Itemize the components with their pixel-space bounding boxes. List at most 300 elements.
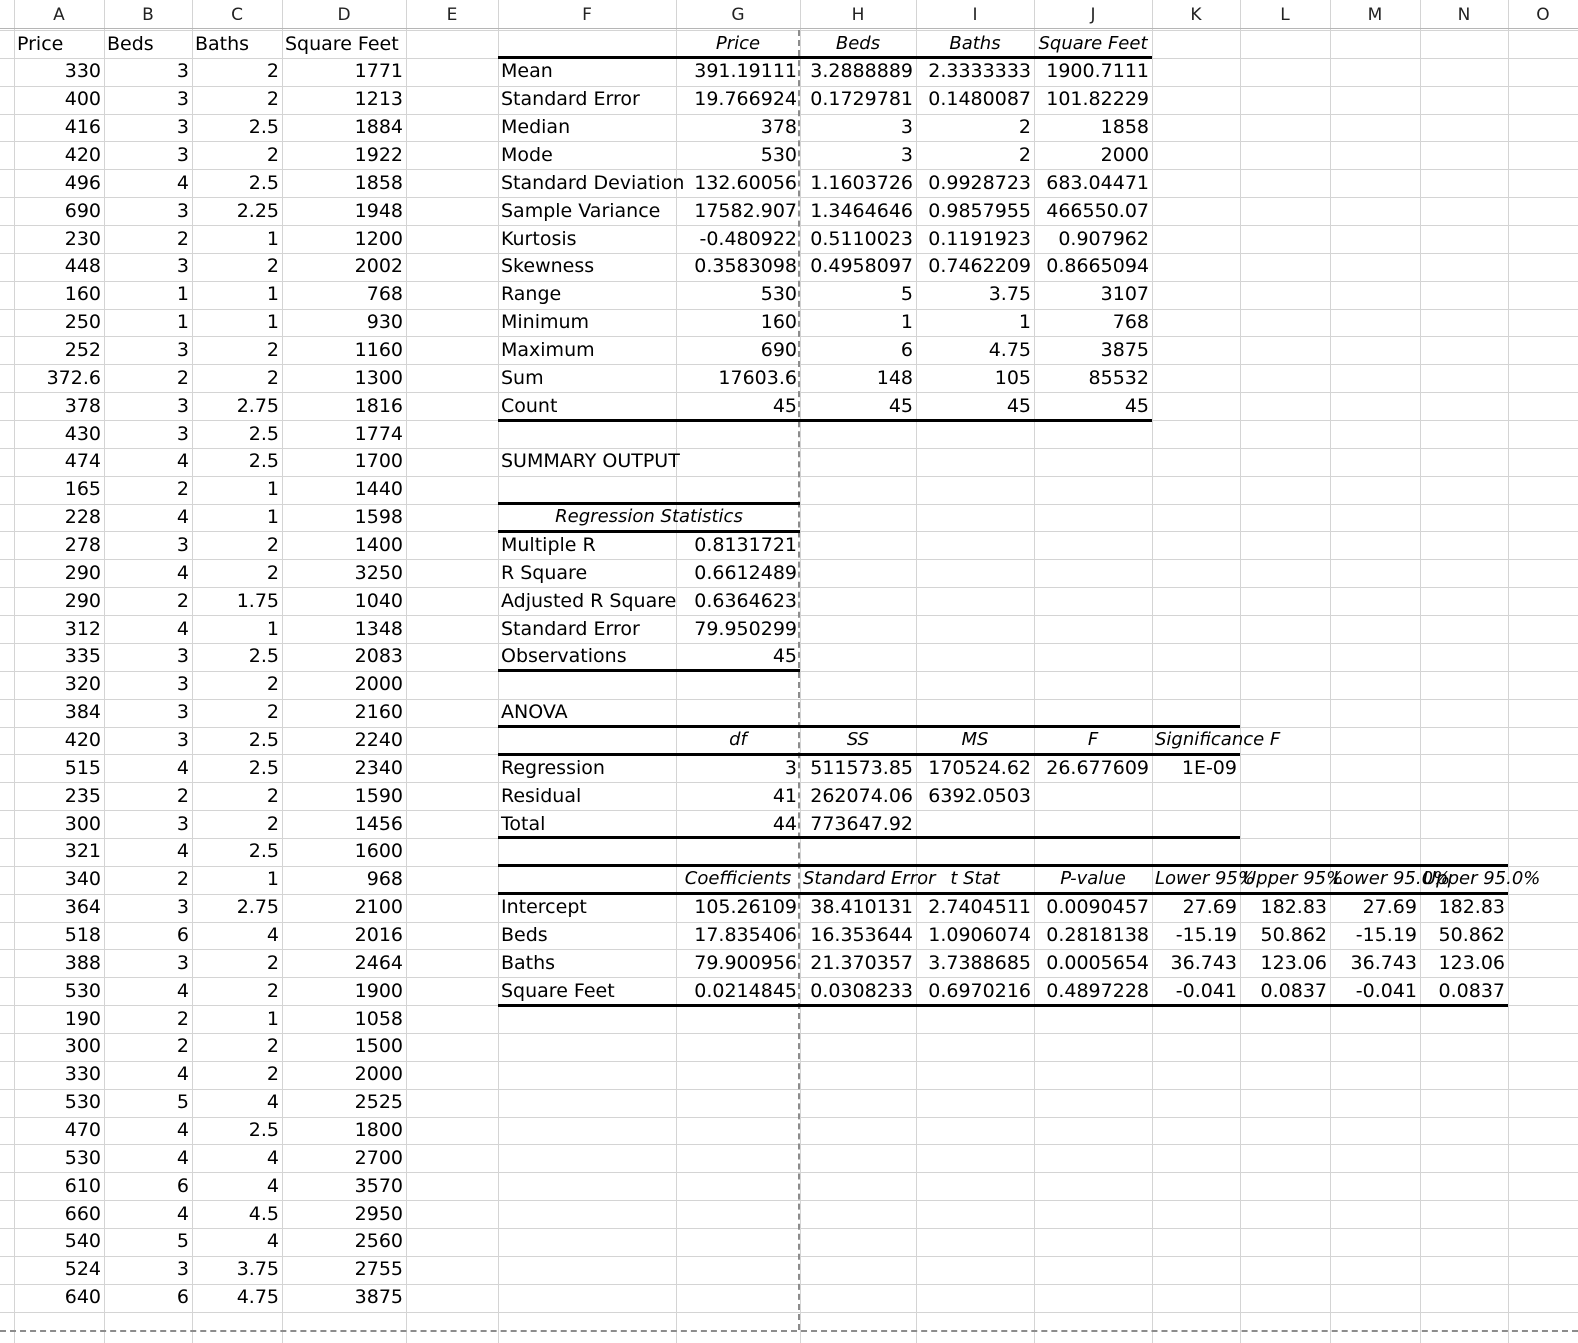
data-cell[interactable]: 230 — [64, 227, 101, 250]
data-cell[interactable]: 2 — [266, 143, 279, 166]
stat-value[interactable]: 530 — [760, 143, 797, 166]
data-cell[interactable]: 2.5 — [248, 450, 279, 473]
data-cell[interactable]: 2.5 — [248, 171, 279, 194]
data-cell[interactable]: 3 — [176, 143, 189, 166]
stat-value[interactable]: 2.3333333 — [928, 60, 1031, 83]
data-cell[interactable]: 530 — [64, 1091, 101, 1114]
data-cell[interactable]: 3 — [176, 896, 189, 919]
column-header-a[interactable]: A — [53, 5, 65, 25]
stat-value[interactable]: 1900.7111 — [1046, 60, 1149, 83]
anova-column-header[interactable]: df — [729, 729, 747, 750]
data-cell[interactable]: 4 — [176, 1146, 189, 1169]
data-cell[interactable]: 6 — [176, 1174, 189, 1197]
data-cell[interactable]: 228 — [64, 506, 101, 529]
data-cell[interactable]: 250 — [64, 311, 101, 334]
stat-label[interactable]: Standard Deviation — [501, 171, 685, 194]
data-cell[interactable]: 2 — [176, 478, 189, 501]
data-cell[interactable]: 1884 — [354, 116, 403, 139]
data-cell[interactable]: 2 — [266, 338, 279, 361]
data-column-header[interactable]: Baths — [195, 32, 250, 55]
coef-column-header[interactable]: P-value — [1060, 868, 1126, 890]
data-cell[interactable]: 2.5 — [248, 756, 279, 779]
data-cell[interactable]: 1.75 — [236, 589, 279, 612]
data-cell[interactable]: 515 — [64, 756, 101, 779]
coef-value[interactable]: 0.0837 — [1260, 979, 1327, 1002]
data-cell[interactable]: 2 — [266, 88, 279, 111]
data-cell[interactable]: 1858 — [354, 171, 403, 194]
data-cell[interactable]: 1500 — [354, 1035, 403, 1058]
data-cell[interactable]: 610 — [64, 1174, 101, 1197]
data-cell[interactable]: 2000 — [354, 673, 403, 696]
stats-column-header[interactable]: Beds — [835, 32, 881, 54]
stat-label[interactable]: Range — [501, 283, 562, 306]
data-cell[interactable]: 2 — [266, 812, 279, 835]
data-cell[interactable]: 518 — [64, 924, 101, 947]
coef-column-header[interactable]: Coefficients — [684, 868, 792, 890]
data-cell[interactable]: 3 — [176, 673, 189, 696]
data-cell[interactable]: 420 — [64, 729, 101, 751]
data-cell[interactable]: 2 — [266, 1035, 279, 1058]
stat-value[interactable]: 2 — [1018, 116, 1031, 139]
data-cell[interactable]: 252 — [64, 338, 101, 361]
data-cell[interactable]: 1900 — [354, 979, 403, 1002]
anova-value[interactable]: 511573.85 — [810, 756, 913, 779]
data-cell[interactable]: 2 — [266, 1063, 279, 1086]
stat-label[interactable]: Mode — [501, 143, 553, 166]
anova-row-label[interactable]: Residual — [501, 784, 582, 807]
stat-value[interactable]: 0.8665094 — [1046, 255, 1149, 278]
data-cell[interactable]: 2.75 — [236, 896, 279, 919]
data-cell[interactable]: 3.75 — [236, 1258, 279, 1281]
stat-label[interactable]: Standard Error — [501, 88, 640, 111]
data-cell[interactable]: 2 — [266, 561, 279, 584]
stat-value[interactable]: 3 — [900, 143, 913, 166]
stat-value[interactable]: 45 — [888, 394, 913, 417]
data-cell[interactable]: 2 — [266, 255, 279, 278]
data-cell[interactable]: 540 — [64, 1230, 101, 1253]
stat-value[interactable]: 105 — [994, 366, 1031, 389]
stat-value[interactable]: 3875 — [1100, 338, 1149, 361]
stat-label[interactable]: Sample Variance — [501, 199, 661, 222]
column-header-e[interactable]: E — [446, 5, 458, 25]
stat-value[interactable]: 0.9857955 — [928, 199, 1031, 222]
data-cell[interactable]: 690 — [64, 199, 101, 222]
data-cell[interactable]: 4 — [176, 840, 189, 863]
data-cell[interactable]: 3 — [176, 60, 189, 83]
data-cell[interactable]: 4 — [176, 979, 189, 1002]
data-cell[interactable]: 6 — [176, 1286, 189, 1309]
data-cell[interactable]: 372.6 — [46, 366, 101, 389]
data-cell[interactable]: 2 — [266, 979, 279, 1002]
stats-column-header[interactable]: Price — [715, 32, 761, 54]
data-cell[interactable]: 2016 — [354, 924, 403, 947]
stats-column-header[interactable]: Square Feet — [1038, 32, 1148, 54]
anova-row-label[interactable]: Total — [501, 812, 546, 835]
data-cell[interactable]: 4 — [176, 1063, 189, 1086]
coef-value[interactable]: 182.83 — [1438, 896, 1505, 919]
data-cell[interactable]: 3 — [176, 812, 189, 835]
data-column-header[interactable]: Square Feet — [285, 32, 399, 55]
data-cell[interactable]: 1400 — [354, 533, 403, 556]
anova-value[interactable]: 3 — [784, 756, 797, 779]
data-cell[interactable]: 2 — [176, 227, 189, 250]
data-cell[interactable]: 4.5 — [248, 1202, 279, 1225]
data-cell[interactable]: 3 — [176, 729, 189, 751]
coef-column-header[interactable]: Standard Error — [803, 868, 936, 890]
data-cell[interactable]: 3 — [176, 1258, 189, 1281]
data-cell[interactable]: 3 — [176, 255, 189, 278]
data-cell[interactable]: 660 — [64, 1202, 101, 1225]
regstat-label[interactable]: Standard Error — [501, 617, 640, 640]
data-cell[interactable]: 1948 — [354, 199, 403, 222]
data-cell[interactable]: 470 — [64, 1119, 101, 1142]
stat-value[interactable]: 0.5110023 — [810, 227, 913, 250]
data-cell[interactable]: 640 — [64, 1286, 101, 1309]
data-cell[interactable]: 2.75 — [236, 394, 279, 417]
data-cell[interactable]: 2000 — [354, 1063, 403, 1086]
data-cell[interactable]: 1774 — [354, 422, 403, 445]
data-cell[interactable]: 1600 — [354, 840, 403, 863]
data-cell[interactable]: 2755 — [354, 1258, 403, 1281]
stat-value[interactable]: 17582.907 — [694, 199, 797, 222]
coef-value[interactable]: 123.06 — [1260, 951, 1327, 974]
coef-column-header[interactable]: Upper 95% — [1243, 868, 1344, 890]
data-cell[interactable]: 524 — [64, 1258, 101, 1281]
data-cell[interactable]: 4 — [266, 1174, 279, 1197]
data-cell[interactable]: 5 — [176, 1091, 189, 1114]
data-cell[interactable]: 2.25 — [236, 199, 279, 222]
stat-value[interactable]: 466550.07 — [1046, 199, 1149, 222]
stat-value[interactable]: 4.75 — [988, 338, 1031, 361]
data-cell[interactable]: 2002 — [354, 255, 403, 278]
data-cell[interactable]: 2240 — [354, 729, 403, 751]
data-cell[interactable]: 2 — [176, 1035, 189, 1058]
stat-value[interactable]: 0.4958097 — [810, 255, 913, 278]
column-header-k[interactable]: K — [1190, 5, 1202, 25]
data-column-header[interactable]: Price — [17, 32, 64, 55]
data-cell[interactable]: 2340 — [354, 756, 403, 779]
data-cell[interactable]: 2.5 — [248, 116, 279, 139]
data-cell[interactable]: 530 — [64, 979, 101, 1002]
stat-value[interactable]: 45 — [1124, 394, 1149, 417]
stat-value[interactable]: 0.9928723 — [928, 171, 1031, 194]
data-cell[interactable]: 930 — [366, 311, 403, 334]
coef-value[interactable]: 16.353644 — [810, 924, 913, 947]
data-cell[interactable]: 2 — [266, 701, 279, 724]
data-cell[interactable]: 388 — [64, 951, 101, 974]
stat-value[interactable]: -0.480922 — [699, 227, 797, 250]
column-header-d[interactable]: D — [337, 5, 351, 25]
anova-column-header[interactable]: Significance F — [1155, 729, 1281, 750]
regstat-value[interactable]: 0.6364623 — [694, 589, 797, 612]
data-cell[interactable]: 474 — [64, 450, 101, 473]
data-cell[interactable]: 290 — [64, 589, 101, 612]
data-cell[interactable]: 1922 — [354, 143, 403, 166]
column-header-l[interactable]: L — [1280, 5, 1290, 25]
data-cell[interactable]: 4 — [176, 756, 189, 779]
coef-value[interactable]: 182.83 — [1260, 896, 1327, 919]
data-cell[interactable]: 335 — [64, 645, 101, 668]
stat-value[interactable]: 1858 — [1100, 116, 1149, 139]
coef-value[interactable]: 0.0837 — [1438, 979, 1505, 1002]
data-cell[interactable]: 416 — [64, 116, 101, 139]
data-cell[interactable]: 300 — [64, 1035, 101, 1058]
coef-value[interactable]: 0.0308233 — [810, 979, 913, 1002]
anova-value[interactable] — [1152, 811, 1240, 837]
stat-value[interactable]: 3.75 — [988, 283, 1031, 306]
coef-value[interactable]: 0.0214845 — [694, 979, 797, 1002]
data-cell[interactable]: 1058 — [354, 1007, 403, 1030]
data-cell[interactable]: 3 — [176, 645, 189, 668]
coef-value[interactable]: 2.7404511 — [928, 896, 1031, 919]
data-cell[interactable]: 290 — [64, 561, 101, 584]
data-cell[interactable]: 2 — [176, 366, 189, 389]
data-cell[interactable]: 3570 — [354, 1174, 403, 1197]
data-cell[interactable]: 2 — [266, 673, 279, 696]
data-cell[interactable]: 2.5 — [248, 840, 279, 863]
anova-value[interactable] — [916, 811, 1034, 837]
stat-value[interactable]: 690 — [760, 338, 797, 361]
stat-value[interactable]: 530 — [760, 283, 797, 306]
coef-row-label[interactable]: Beds — [501, 924, 548, 947]
coef-value[interactable]: 123.06 — [1438, 951, 1505, 974]
coef-value[interactable]: 0.6970216 — [928, 979, 1031, 1002]
data-cell[interactable]: 2083 — [354, 645, 403, 668]
column-header-c[interactable]: C — [231, 5, 243, 25]
coef-value[interactable]: 105.26109 — [694, 896, 797, 919]
anova-column-header[interactable]: F — [1087, 729, 1099, 750]
regstat-value[interactable]: 0.6612489 — [694, 561, 797, 584]
regstat-label[interactable]: Observations — [501, 645, 627, 668]
data-cell[interactable]: 1771 — [354, 60, 403, 83]
coef-value[interactable]: 1.0906074 — [928, 924, 1031, 947]
data-cell[interactable]: 160 — [64, 283, 101, 306]
data-cell[interactable]: 4 — [176, 1119, 189, 1142]
stat-value[interactable]: 0.3583098 — [694, 255, 797, 278]
anova-value[interactable]: 6392.0503 — [928, 784, 1031, 807]
data-cell[interactable]: 530 — [64, 1146, 101, 1169]
data-cell[interactable]: 420 — [64, 143, 101, 166]
data-cell[interactable]: 2100 — [354, 896, 403, 919]
data-cell[interactable]: 1440 — [354, 478, 403, 501]
stat-value[interactable]: 3 — [900, 116, 913, 139]
data-cell[interactable]: 4 — [266, 1230, 279, 1253]
coef-column-header[interactable]: t Stat — [950, 868, 1000, 890]
data-cell[interactable]: 1300 — [354, 366, 403, 389]
data-cell[interactable]: 4 — [176, 506, 189, 529]
stat-value[interactable]: 0.907962 — [1058, 227, 1149, 250]
coef-row-label[interactable]: Square Feet — [501, 979, 615, 1002]
stat-value[interactable]: 0.1191923 — [928, 227, 1031, 250]
data-cell[interactable]: 1 — [266, 868, 279, 891]
stat-value[interactable]: 85532 — [1088, 366, 1149, 389]
data-cell[interactable]: 2160 — [354, 701, 403, 724]
column-header-g[interactable]: G — [731, 5, 745, 25]
regstat-label[interactable]: R Square — [501, 561, 588, 584]
data-cell[interactable]: 4 — [176, 561, 189, 584]
stat-value[interactable]: 1.3464646 — [810, 199, 913, 222]
stat-label[interactable]: Kurtosis — [501, 227, 577, 250]
coef-value[interactable]: 0.4897228 — [1046, 979, 1149, 1002]
column-header-h[interactable]: H — [851, 5, 865, 25]
data-cell[interactable]: 2464 — [354, 951, 403, 974]
coef-value[interactable]: 50.862 — [1260, 924, 1327, 947]
data-cell[interactable]: 1040 — [354, 589, 403, 612]
data-cell[interactable]: 2700 — [354, 1146, 403, 1169]
data-cell[interactable]: 3 — [176, 422, 189, 445]
anova-column-header[interactable]: MS — [961, 729, 989, 750]
data-cell[interactable]: 1 — [266, 506, 279, 529]
stat-label[interactable]: Sum — [501, 366, 544, 389]
data-cell[interactable]: 4 — [176, 1202, 189, 1225]
anova-value[interactable] — [1034, 811, 1152, 837]
stat-value[interactable]: 45 — [772, 394, 797, 417]
coef-value[interactable]: -0.041 — [1175, 979, 1237, 1002]
stat-value[interactable]: 19.766924 — [694, 88, 797, 111]
data-cell[interactable]: 2 — [266, 784, 279, 807]
column-header-o[interactable]: O — [1536, 5, 1550, 25]
data-cell[interactable]: 320 — [64, 673, 101, 696]
data-cell[interactable]: 1160 — [354, 338, 403, 361]
data-cell[interactable]: 1 — [176, 311, 189, 334]
stat-value[interactable]: 101.82229 — [1046, 88, 1149, 111]
data-cell[interactable]: 1200 — [354, 227, 403, 250]
regstat-value[interactable]: 45 — [772, 645, 797, 668]
data-cell[interactable]: 1213 — [354, 88, 403, 111]
data-cell[interactable]: 1 — [266, 478, 279, 501]
stat-value[interactable]: 768 — [1112, 311, 1149, 334]
stat-value[interactable]: 378 — [760, 116, 797, 139]
stat-value[interactable]: 1.1603726 — [810, 171, 913, 194]
column-header-f[interactable]: F — [582, 5, 592, 25]
column-header-i[interactable]: I — [972, 5, 978, 25]
regstat-label[interactable]: Adjusted R Square — [501, 589, 677, 612]
stat-value[interactable]: 1 — [900, 311, 913, 334]
coef-row-label[interactable]: Baths — [501, 951, 556, 974]
regstat-label[interactable]: Multiple R — [501, 533, 596, 556]
data-cell[interactable]: 768 — [366, 283, 403, 306]
stat-value[interactable]: 160 — [760, 311, 797, 334]
anova-title[interactable]: ANOVA — [501, 701, 568, 724]
data-cell[interactable]: 340 — [64, 868, 101, 891]
coef-value[interactable]: 21.370357 — [810, 951, 913, 974]
anova-value[interactable]: 1E-09 — [1181, 756, 1237, 779]
stat-value[interactable]: 6 — [900, 338, 913, 361]
stat-value[interactable]: 0.1480087 — [928, 88, 1031, 111]
column-header-n[interactable]: N — [1457, 5, 1471, 25]
data-cell[interactable]: 235 — [64, 784, 101, 807]
coef-value[interactable]: -15.19 — [1355, 924, 1417, 947]
column-header-j[interactable]: J — [1090, 5, 1096, 25]
anova-value[interactable]: 41 — [772, 784, 797, 807]
anova-column-header[interactable]: SS — [846, 729, 870, 750]
data-cell[interactable]: 2.5 — [248, 645, 279, 668]
data-cell[interactable]: 2525 — [354, 1091, 403, 1114]
summary-output-title[interactable]: SUMMARY OUTPUT — [501, 450, 680, 473]
anova-value[interactable] — [1152, 783, 1240, 809]
data-cell[interactable]: 2 — [266, 951, 279, 974]
data-cell[interactable]: 3 — [176, 951, 189, 974]
data-cell[interactable]: 2 — [266, 60, 279, 83]
data-cell[interactable]: 1 — [266, 227, 279, 250]
coef-value[interactable]: 0.0005654 — [1046, 951, 1149, 974]
stat-value[interactable]: 0.7462209 — [928, 255, 1031, 278]
data-cell[interactable]: 330 — [64, 1063, 101, 1086]
stat-label[interactable]: Count — [501, 394, 558, 417]
coef-value[interactable]: 0.2818138 — [1046, 924, 1149, 947]
coef-column-header[interactable]: Lower 95% — [1155, 868, 1255, 890]
stat-label[interactable]: Skewness — [501, 255, 595, 278]
stat-value[interactable]: 132.60056 — [694, 171, 797, 194]
stat-value[interactable]: 148 — [876, 366, 913, 389]
coef-value[interactable]: 50.862 — [1438, 924, 1505, 947]
coef-value[interactable]: 36.743 — [1350, 951, 1417, 974]
data-cell[interactable]: 3 — [176, 701, 189, 724]
data-cell[interactable]: 3 — [176, 88, 189, 111]
stat-value[interactable]: 1 — [1018, 311, 1031, 334]
data-cell[interactable]: 1 — [266, 1007, 279, 1030]
data-cell[interactable]: 2560 — [354, 1230, 403, 1253]
data-cell[interactable]: 364 — [64, 896, 101, 919]
data-cell[interactable]: 3 — [176, 338, 189, 361]
data-cell[interactable]: 384 — [64, 701, 101, 724]
data-cell[interactable]: 4 — [176, 450, 189, 473]
coef-value[interactable]: 17.835406 — [694, 924, 797, 947]
coef-value[interactable]: 38.410131 — [810, 896, 913, 919]
data-cell[interactable]: 1800 — [354, 1119, 403, 1142]
data-cell[interactable]: 2.5 — [248, 729, 279, 751]
stat-value[interactable]: 2000 — [1100, 143, 1149, 166]
stats-column-header[interactable]: Baths — [949, 32, 1001, 54]
data-cell[interactable]: 2 — [176, 1007, 189, 1030]
data-cell[interactable]: 2 — [176, 589, 189, 612]
stat-value[interactable]: 45 — [1006, 394, 1031, 417]
data-cell[interactable]: 2 — [266, 533, 279, 556]
data-cell[interactable]: 1 — [266, 283, 279, 306]
data-cell[interactable]: 190 — [64, 1007, 101, 1030]
data-cell[interactable]: 430 — [64, 422, 101, 445]
data-cell[interactable]: 1 — [266, 311, 279, 334]
stat-value[interactable]: 17603.6 — [718, 366, 797, 389]
coef-value[interactable]: -15.19 — [1175, 924, 1237, 947]
coef-value[interactable]: 27.69 — [1182, 896, 1237, 919]
data-cell[interactable]: 400 — [64, 88, 101, 111]
data-cell[interactable]: 1348 — [354, 617, 403, 640]
data-cell[interactable]: 2.5 — [248, 1119, 279, 1142]
data-cell[interactable]: 3875 — [354, 1286, 403, 1309]
data-cell[interactable]: 330 — [64, 60, 101, 83]
data-cell[interactable]: 3250 — [354, 561, 403, 584]
stat-label[interactable]: Minimum — [501, 311, 590, 334]
data-cell[interactable]: 378 — [64, 394, 101, 417]
data-cell[interactable]: 4.75 — [236, 1286, 279, 1309]
data-cell[interactable]: 278 — [64, 533, 101, 556]
data-cell[interactable]: 300 — [64, 812, 101, 835]
stat-value[interactable]: 3107 — [1100, 283, 1149, 306]
data-cell[interactable]: 3 — [176, 533, 189, 556]
anova-value[interactable]: 262074.06 — [810, 784, 913, 807]
stat-label[interactable]: Median — [501, 116, 571, 139]
data-cell[interactable]: 321 — [64, 840, 101, 863]
data-cell[interactable]: 968 — [366, 868, 403, 891]
data-cell[interactable]: 1598 — [354, 506, 403, 529]
data-cell[interactable]: 496 — [64, 171, 101, 194]
coef-value[interactable]: 36.743 — [1170, 951, 1237, 974]
stat-value[interactable]: 5 — [900, 283, 913, 306]
data-cell[interactable]: 3 — [176, 199, 189, 222]
stat-value[interactable]: 683.04471 — [1046, 171, 1149, 194]
coef-value[interactable]: 0.0090457 — [1046, 896, 1149, 919]
